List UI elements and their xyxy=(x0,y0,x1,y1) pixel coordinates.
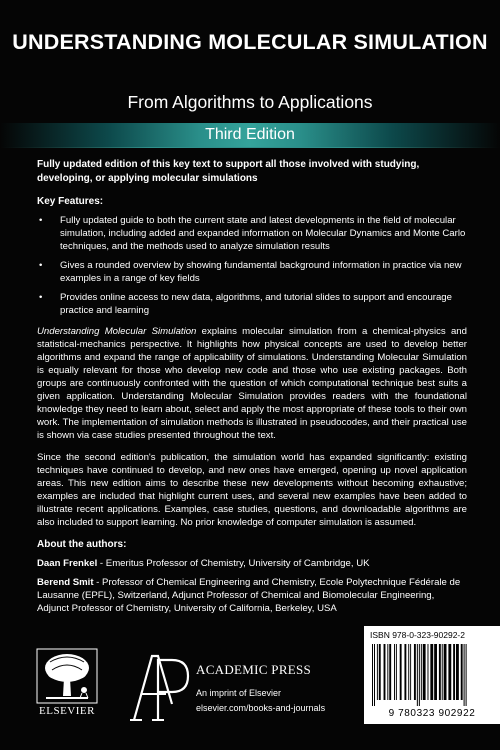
barcode-bar xyxy=(410,644,411,700)
list-item xyxy=(37,291,467,317)
description-text: explains molecular simulation from a chemical-physics and statistical-mechanics perspective. It highlights how physical concepts are used to develop better algorithms and expand the range of applicability of simulations. Understanding Molecular Simulation is equally relevant for those who develop new code and those who use existing packages. Both groups are continuously confronted with the question of which computational technique best suits a given application. Understanding Molecular Simulation provides readers with the foundational knowledge they need to learn about, select and apply the most appropriate of these tools to their own work. The implementation of simulation methods is illustrated in pseudocodes, and their practical use is shown via case studies presented throughout the text. xyxy=(37,326,467,441)
isbn-label: ISBN 978-0-323-90292-2 xyxy=(370,630,465,640)
barcode-bar xyxy=(374,644,375,706)
barcode-bar xyxy=(389,644,391,700)
barcode-bar xyxy=(442,644,443,700)
barcode-number: 9 780323 902922 xyxy=(388,708,476,719)
list-item xyxy=(37,214,467,253)
isbn-barcode xyxy=(364,626,500,724)
author-entry xyxy=(37,557,467,570)
barcode-bar xyxy=(419,644,420,706)
divider xyxy=(0,147,500,148)
barcode-bar xyxy=(464,644,465,706)
barcode-bar xyxy=(439,644,441,700)
barcode-bar xyxy=(404,644,406,700)
barcode-bar xyxy=(414,644,416,700)
imprint-note: An imprint of Elsevier xyxy=(196,688,282,698)
barcode-bar xyxy=(377,644,378,700)
barcode-bar xyxy=(456,644,459,700)
lead-statement: Fully updated edition of this key text to support all those involved with studying, developing, or applying molecular simulations xyxy=(37,159,420,184)
barcode-bar xyxy=(461,644,463,700)
barcode-bar xyxy=(444,644,447,700)
barcode-bar xyxy=(448,644,451,700)
key-features-heading: Key Features: xyxy=(37,196,104,207)
barcode-bar xyxy=(428,644,429,700)
barcode-bar xyxy=(394,644,395,700)
barcode-bar xyxy=(400,644,402,700)
description-paragraph xyxy=(37,325,467,442)
academic-press-logo xyxy=(128,646,192,724)
elsevier-tree-logo xyxy=(36,648,98,704)
author-bio: - Professor of Chemical Engineering and Chemistry, Ecole Polytechnique Fédérale de Lausanne (EPFL), Switzerland, Adjunct Professor of Chemical and Biomolecular Engineering, Adjunct Professor of Chemistry, University of California, Berkeley, USA xyxy=(37,577,461,614)
barcode-bar xyxy=(379,644,381,700)
barcode-bar xyxy=(430,644,433,700)
about-authors-heading: About the authors: xyxy=(37,539,127,550)
bullet-icon: • xyxy=(39,292,43,303)
bullet-icon: • xyxy=(39,260,43,271)
author-name: Berend Smit xyxy=(37,577,94,588)
blurb xyxy=(37,158,467,621)
feature-text: Provides online access to new data, algorithms, and tutorial slides to support and encourage practice and learning xyxy=(60,292,452,316)
author-name: Daan Frenkel xyxy=(37,558,98,569)
book-subtitle: From Algorithms to Applications xyxy=(127,92,373,112)
barcode-bar xyxy=(387,644,388,700)
key-features-list xyxy=(37,214,467,317)
book-title: UNDERSTANDING MOLECULAR SIMULATION xyxy=(12,30,488,54)
barcode-bar xyxy=(417,644,418,706)
elsevier-wordmark: ELSEVIER xyxy=(39,705,95,717)
list-item xyxy=(37,259,467,285)
barcode-bar xyxy=(434,644,437,700)
edition-paragraph: Since the second edition's publication, the simulation world has expanded significantly: existing techniques have continued to develop, and new ones have emerged, opening up novel application areas. This new edition aims to describe these new developments without becoming exhaustive; examples are included that highlight current uses, and several new examples have been added to illustrate recent applications. Examples, case studies, questions, and downloadable algorithms are also included to support learning. No prior knowledge of computer simulation is assumed. xyxy=(37,452,467,528)
barcode-bar xyxy=(423,644,426,700)
feature-text: Fully updated guide to both the current state and latest developments in the field of molecular simulation, including added and expanded information on Molecular Dynamics and Monte Carlo techniques, and the methods used to analyze simulation results xyxy=(60,215,466,252)
barcode-bar xyxy=(384,644,386,700)
barcode-bar xyxy=(466,644,467,706)
feature-text: Gives a rounded overview by showing fundamental background information in practice via new examples in a range of key fields xyxy=(60,260,462,284)
barcode-bar xyxy=(372,644,373,706)
academic-press-name: ACADEMIC PRESS xyxy=(196,662,312,677)
barcode-bar xyxy=(408,644,409,700)
author-entry xyxy=(37,576,467,615)
publisher-url: elsevier.com/books-and-journals xyxy=(196,703,326,713)
barcode-bar xyxy=(421,644,422,700)
barcode-bar xyxy=(396,644,397,700)
author-bio: - Emeritus Professor of Chemistry, University of Cambridge, UK xyxy=(97,558,370,569)
bullet-icon: • xyxy=(39,215,43,226)
barcode-bars xyxy=(370,644,494,706)
edition-label: Third Edition xyxy=(205,126,295,143)
italic-title: Understanding Molecular Simulation xyxy=(37,326,197,337)
barcode-bar xyxy=(453,644,455,700)
